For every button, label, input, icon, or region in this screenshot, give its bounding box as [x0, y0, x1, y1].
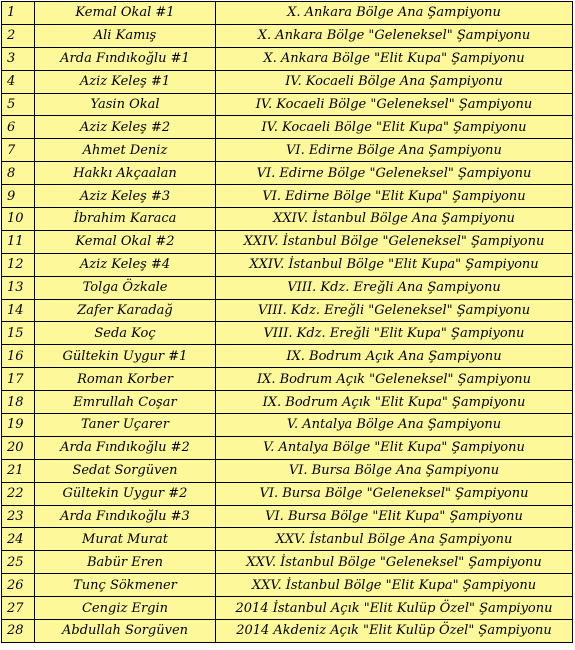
championship-title-cell: X. Ankara Bölge Ana Şampiyonu [216, 2, 573, 25]
championship-title-cell: IV. Kocaeli Bölge "Geleneksel" Şampiyonu [216, 93, 573, 116]
row-number-cell: 16 [2, 345, 35, 368]
championship-title-cell: IX. Bodrum Açık Ana Şampiyonu [216, 345, 573, 368]
row-number-cell: 27 [2, 597, 35, 620]
row-number-cell: 19 [2, 414, 35, 437]
table-row [2, 47, 573, 70]
table-row [2, 574, 573, 597]
table-row [2, 93, 573, 116]
row-number-cell: 23 [2, 505, 35, 528]
table-row [2, 322, 573, 345]
table-row [2, 253, 573, 276]
championship-title-cell: VIII. Kdz. Ereğli "Elit Kupa" Şampiyonu [216, 322, 573, 345]
championship-title-cell: XXIV. İstanbul Bölge Ana Şampiyonu [216, 208, 573, 231]
row-number-cell: 1 [2, 2, 35, 25]
table-row [2, 162, 573, 185]
table-row [2, 116, 573, 139]
player-name-cell: Aziz Keleş #2 [35, 116, 216, 139]
row-number-cell: 9 [2, 185, 35, 208]
championship-title-cell: VI. Bursa Bölge Ana Şampiyonu [216, 459, 573, 482]
row-number-cell: 6 [2, 116, 35, 139]
row-number-cell: 13 [2, 276, 35, 299]
player-name-cell: Ahmet Deniz [35, 139, 216, 162]
player-name-cell: Sedat Sorgüven [35, 459, 216, 482]
row-number-cell: 18 [2, 391, 35, 414]
player-name-cell: Gültekin Uygur #2 [35, 482, 216, 505]
player-name-cell: Murat Murat [35, 528, 216, 551]
player-name-cell: Yasin Okal [35, 93, 216, 116]
table-row [2, 528, 573, 551]
row-number-cell: 2 [2, 24, 35, 47]
table-row [2, 2, 573, 25]
player-name-cell: Tunç Sökmener [35, 574, 216, 597]
championship-title-cell: VIII. Kdz. Ereğli Ana Şampiyonu [216, 276, 573, 299]
championship-title-cell: IX. Bodrum Açık "Geleneksel" Şampiyonu [216, 368, 573, 391]
player-name-cell: Taner Uçarer [35, 414, 216, 437]
table-row [2, 24, 573, 47]
player-name-cell: Aziz Keleş #3 [35, 185, 216, 208]
row-number-cell: 10 [2, 208, 35, 231]
championship-title-cell: VI. Edirne Bölge Ana Şampiyonu [216, 139, 573, 162]
table-row [2, 345, 573, 368]
table-row [2, 597, 573, 620]
row-number-cell: 3 [2, 47, 35, 70]
table-row [2, 551, 573, 574]
player-name-cell: Kemal Okal #1 [35, 2, 216, 25]
row-number-cell: 17 [2, 368, 35, 391]
table-row [2, 368, 573, 391]
table-row [2, 276, 573, 299]
championship-title-cell: VI. Bursa Bölge "Geleneksel" Şampiyonu [216, 482, 573, 505]
player-name-cell: Ali Kamış [35, 24, 216, 47]
table-row [2, 208, 573, 231]
championship-title-cell: 2014 İstanbul Açık "Elit Kulüp Özel" Şampiyonu [216, 597, 573, 620]
championship-title-cell: VI. Edirne Bölge "Elit Kupa" Şampiyonu [216, 185, 573, 208]
championship-title-cell: X. Ankara Bölge "Geleneksel" Şampiyonu [216, 24, 573, 47]
row-number-cell: 22 [2, 482, 35, 505]
player-name-cell: Emrullah Coşar [35, 391, 216, 414]
championship-title-cell: 2014 Akdeniz Açık "Elit Kulüp Özel" Şampiyonu [216, 620, 573, 643]
row-number-cell: 24 [2, 528, 35, 551]
championship-title-cell: IV. Kocaeli Bölge Ana Şampiyonu [216, 70, 573, 93]
row-number-cell: 4 [2, 70, 35, 93]
player-name-cell: Roman Korber [35, 368, 216, 391]
championship-title-cell: VI. Bursa Bölge "Elit Kupa" Şampiyonu [216, 505, 573, 528]
row-number-cell: 8 [2, 162, 35, 185]
champions-table [1, 1, 573, 643]
championship-title-cell: XXIV. İstanbul Bölge "Elit Kupa" Şampiyonu [216, 253, 573, 276]
row-number-cell: 28 [2, 620, 35, 643]
table-row [2, 414, 573, 437]
table-row [2, 482, 573, 505]
championship-title-cell: V. Antalya Bölge "Elit Kupa" Şampiyonu [216, 436, 573, 459]
table-row [2, 436, 573, 459]
player-name-cell: İbrahim Karaca [35, 208, 216, 231]
row-number-cell: 11 [2, 230, 35, 253]
championship-title-cell: IV. Kocaeli Bölge "Elit Kupa" Şampiyonu [216, 116, 573, 139]
table-row [2, 230, 573, 253]
player-name-cell: Cengiz Ergin [35, 597, 216, 620]
championship-title-cell: VIII. Kdz. Ereğli "Geleneksel" Şampiyonu [216, 299, 573, 322]
player-name-cell: Tolga Özkale [35, 276, 216, 299]
championship-title-cell: VI. Edirne Bölge "Geleneksel" Şampiyonu [216, 162, 573, 185]
champions-table-body [2, 2, 573, 643]
player-name-cell: Babür Eren [35, 551, 216, 574]
championship-title-cell: IX. Bodrum Açık "Elit Kupa" Şampiyonu [216, 391, 573, 414]
row-number-cell: 25 [2, 551, 35, 574]
row-number-cell: 15 [2, 322, 35, 345]
player-name-cell: Seda Koç [35, 322, 216, 345]
table-row [2, 70, 573, 93]
championship-title-cell: X. Ankara Bölge "Elit Kupa" Şampiyonu [216, 47, 573, 70]
table-row [2, 459, 573, 482]
player-name-cell: Gültekin Uygur #1 [35, 345, 216, 368]
table-row [2, 139, 573, 162]
table-row [2, 391, 573, 414]
player-name-cell: Aziz Keleş #4 [35, 253, 216, 276]
player-name-cell: Arda Fındıkoğlu #3 [35, 505, 216, 528]
championship-title-cell: XXIV. İstanbul Bölge "Geleneksel" Şampiyonu [216, 230, 573, 253]
championship-title-cell: V. Antalya Bölge Ana Şampiyonu [216, 414, 573, 437]
table-row [2, 185, 573, 208]
table-row [2, 299, 573, 322]
row-number-cell: 20 [2, 436, 35, 459]
championship-title-cell: XXV. İstanbul Bölge "Geleneksel" Şampiyonu [216, 551, 573, 574]
player-name-cell: Aziz Keleş #1 [35, 70, 216, 93]
championship-title-cell: XXV. İstanbul Bölge "Elit Kupa" Şampiyonu [216, 574, 573, 597]
player-name-cell: Hakkı Akçaalan [35, 162, 216, 185]
player-name-cell: Arda Fındıkoğlu #2 [35, 436, 216, 459]
player-name-cell: Arda Fındıkoğlu #1 [35, 47, 216, 70]
row-number-cell: 26 [2, 574, 35, 597]
player-name-cell: Kemal Okal #2 [35, 230, 216, 253]
table-row [2, 505, 573, 528]
player-name-cell: Zafer Karadağ [35, 299, 216, 322]
championship-title-cell: XXV. İstanbul Bölge Ana Şampiyonu [216, 528, 573, 551]
row-number-cell: 7 [2, 139, 35, 162]
player-name-cell: Abdullah Sorgüven [35, 620, 216, 643]
row-number-cell: 5 [2, 93, 35, 116]
table-row [2, 620, 573, 643]
row-number-cell: 14 [2, 299, 35, 322]
row-number-cell: 12 [2, 253, 35, 276]
row-number-cell: 21 [2, 459, 35, 482]
